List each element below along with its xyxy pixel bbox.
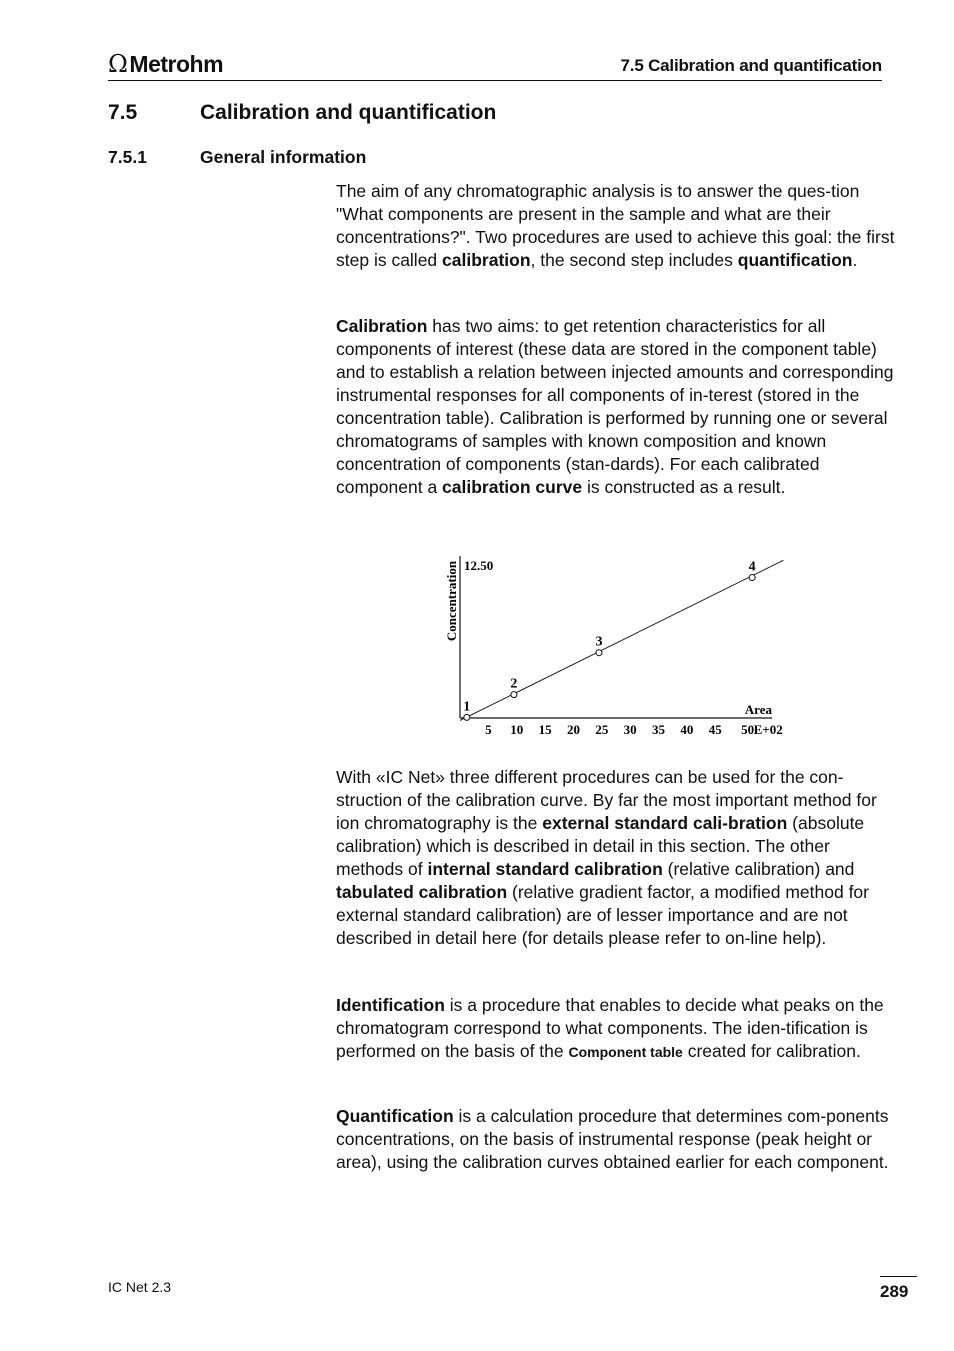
text-run: , the second step includes	[530, 250, 738, 270]
chart-svg	[436, 548, 786, 738]
footer-product: IC Net 2.3	[108, 1279, 172, 1295]
x-tick-label: 50	[741, 722, 755, 737]
data-point	[464, 714, 470, 720]
x-tick-label: 5	[485, 722, 492, 737]
text-run: The aim of any chromatographic analysis is to answer the ques-tion "What components are present in the sample and what are their concentrations?". Two procedures are used to achieve this goal: the first step is called	[336, 181, 895, 270]
omega-icon: Ω	[108, 50, 128, 78]
header-rule	[108, 80, 882, 81]
text-run: (absolute calibration) which is described in detail in this section. The other methods of	[336, 813, 865, 879]
text-run: is a calculation procedure that determines com-ponents concentrations, on the basis of instrumental response (peak height or area), using the calibration curves obtained earlier for each component.	[336, 1106, 889, 1172]
component-table-reference: Component table	[568, 1044, 683, 1060]
text-run: With «IC Net» three different procedures can be used for the con-struction of the calibration curve. By far the most important method for ion chromatography is the	[336, 767, 877, 833]
subsection-title: General information	[200, 147, 367, 167]
bold-term: external standard cali-bration	[542, 813, 788, 833]
bold-term: quantification	[737, 250, 853, 270]
x-tick-label: 30	[623, 722, 637, 737]
calibration-fit-line	[460, 560, 783, 720]
bold-term: calibration curve	[442, 477, 583, 497]
section-title: Calibration and quantification	[200, 101, 497, 124]
y-axis-max-label: 12.50	[464, 558, 494, 573]
paragraph-intro	[336, 180, 896, 272]
bold-term: Calibration	[336, 316, 428, 336]
running-head: 7.5 Calibration and quantification	[620, 56, 882, 75]
x-tick-label: 10	[510, 722, 524, 737]
x-tick-label: 40	[680, 722, 694, 737]
x-tick-label: 45	[708, 722, 722, 737]
data-point	[511, 692, 517, 698]
paragraph-quantification	[336, 1105, 896, 1174]
text-run: is a procedure that enables to decide what peaks on the chromatogram correspond to what components. The iden-tification is performed on the basis of the	[336, 995, 884, 1061]
x-axis-label: Area	[744, 702, 772, 717]
bold-term: Quantification	[336, 1106, 454, 1126]
x-tick-label: 35	[652, 722, 666, 737]
bold-term: Identification	[336, 995, 445, 1015]
subsection-heading	[108, 147, 366, 168]
x-tick-label: 25	[595, 722, 609, 737]
x-unit-label: E+02	[753, 722, 783, 737]
text-run: .	[852, 250, 858, 270]
y-axis-label: Concentration	[444, 560, 459, 642]
x-tick-label: 15	[538, 722, 552, 737]
page-number: 289	[880, 1276, 917, 1302]
data-point	[749, 575, 755, 581]
bold-term: internal standard calibration	[427, 859, 663, 879]
logo-text: Metrohm	[129, 50, 224, 77]
text-run: has two aims: to get retention characteristics for all components of interest (these data are stored in the component table) and to establish a relation between injected amounts and corresponding instrumental responses for all components of in-terest (stored in the concentration table). Calibration is performed by running one or several chromatograms of samples with known composition and known concentration of components (stan-dards). For each calibrated component a	[336, 316, 894, 497]
section-heading	[108, 101, 496, 125]
company-logo	[108, 50, 223, 78]
paragraph-identification	[336, 994, 896, 1064]
bold-term: calibration	[442, 250, 531, 270]
data-point-label: 1	[463, 699, 471, 715]
paragraph-calibration	[336, 315, 896, 499]
bold-term: tabulated calibration	[336, 882, 508, 902]
text-run: (relative calibration) and	[662, 859, 855, 879]
paragraph-procedures	[336, 766, 896, 950]
section-number: 7.5	[108, 101, 138, 124]
data-point	[596, 650, 602, 656]
data-point-label: 3	[595, 634, 603, 650]
x-tick-label: 20	[566, 722, 580, 737]
subsection-number: 7.5.1	[108, 147, 147, 167]
text-run: created for calibration.	[682, 1041, 861, 1061]
text-run: (relative gradient factor, a modified method for external standard calibration) are of lesser importance and are not described in detail here (for details please refer to on-line help).	[336, 882, 869, 948]
data-point-label: 2	[510, 676, 518, 692]
calibration-curve-chart	[436, 548, 786, 743]
data-point-label: 4	[748, 559, 756, 575]
text-run: is constructed as a result.	[582, 477, 786, 497]
